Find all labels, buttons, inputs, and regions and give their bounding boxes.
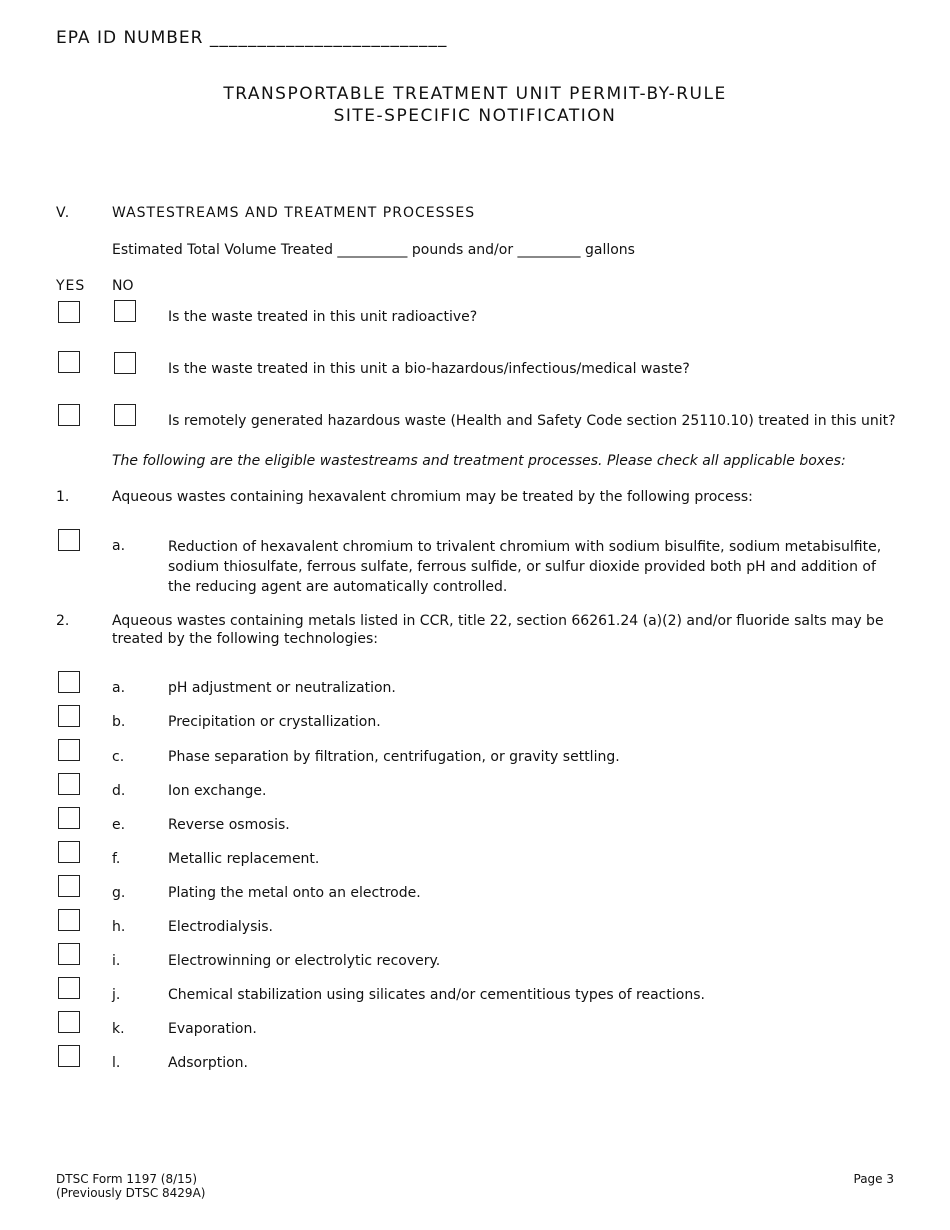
item2-i-text: Electrowinning or electrolytic recovery. (168, 953, 441, 969)
item2-b-checkbox[interactable] (58, 705, 80, 727)
form-number (56, 1172, 205, 1200)
item2-j-checkbox[interactable] (58, 977, 80, 999)
item2-c-checkbox[interactable] (58, 739, 80, 761)
item2-c-text: Phase separation by filtration, centrifugation, or gravity settling. (168, 749, 620, 765)
item2-b-letter: b. (112, 714, 126, 730)
item2-a-letter: a. (112, 680, 126, 696)
item2-h-text: Electrodialysis. (168, 919, 274, 935)
item2-f-checkbox[interactable] (58, 841, 80, 863)
biohazard-no-checkbox[interactable] (114, 352, 136, 374)
item2-a-checkbox[interactable] (58, 671, 80, 693)
item2-e-checkbox[interactable] (58, 807, 80, 829)
form-number-line1: DTSC Form 1197 (8/15) (56, 1172, 198, 1186)
item2-d-checkbox[interactable] (58, 773, 80, 795)
item2-l-text: Adsorption. (168, 1055, 248, 1071)
item1-number: 1. (56, 489, 70, 505)
item2-d-letter: d. (112, 783, 126, 799)
form-title-line1: TRANSPORTABLE TREATMENT UNIT PERMIT-BY-RULE (223, 84, 727, 104)
item2-e-letter: e. (112, 817, 126, 833)
item2-a-text: pH adjustment or neutralization. (168, 680, 396, 696)
question-biohazard: Is the waste treated in this unit a bio-hazardous/infectious/medical waste? (168, 361, 690, 377)
question-radioactive: Is the waste treated in this unit radioactive? (168, 309, 478, 325)
yes-column-label: YES (56, 278, 86, 294)
radioactive-no-checkbox[interactable] (114, 300, 136, 322)
item2-d-text: Ion exchange. (168, 783, 267, 799)
item2-e-text: Reverse osmosis. (168, 817, 290, 833)
item2-c-letter: c. (112, 749, 125, 765)
item2-f-text: Metallic replacement. (168, 851, 320, 867)
item1-text: Aqueous wastes containing hexavalent chromium may be treated by the following process: (112, 489, 753, 505)
remote-waste-yes-checkbox[interactable] (58, 404, 80, 426)
no-column-label: NO (112, 278, 134, 294)
item2-i-checkbox[interactable] (58, 943, 80, 965)
remote-waste-no-checkbox[interactable] (114, 404, 136, 426)
item2-g-letter: g. (112, 885, 126, 901)
item2-g-checkbox[interactable] (58, 875, 80, 897)
item2-b-text: Precipitation or crystallization. (168, 714, 381, 730)
item2-g-text: Plating the metal onto an electrode. (168, 885, 421, 901)
item1-a-checkbox[interactable] (58, 529, 80, 551)
item2-h-checkbox[interactable] (58, 909, 80, 931)
section-title: WASTESTREAMS AND TREATMENT PROCESSES (112, 205, 476, 221)
item2-k-text: Evaporation. (168, 1021, 257, 1037)
item2-l-letter: l. (112, 1055, 121, 1071)
volume-line: Estimated Total Volume Treated __________ pounds and/or _________ gallons (112, 242, 635, 258)
item2-f-letter: f. (112, 851, 121, 867)
item2-number: 2. (56, 613, 70, 629)
form-number-line2: (Previously DTSC 8429A) (56, 1186, 206, 1200)
item2-i-letter: i. (112, 953, 121, 969)
question-remote-waste: Is remotely generated hazardous waste (Health and Safety Code section 25110.10) treated in this unit? (168, 413, 896, 429)
item2-k-checkbox[interactable] (58, 1011, 80, 1033)
epa-id-label: EPA ID NUMBER _________________________ (56, 28, 448, 48)
item2-text: Aqueous wastes containing metals listed in CCR, title 22, section 66261.24 (a)(2) and/or fluoride salts may be treated by the following technologies: (112, 613, 884, 647)
item2-h-letter: h. (112, 919, 126, 935)
biohazard-yes-checkbox[interactable] (58, 351, 80, 373)
item2-j-text: Chemical stabilization using silicates and/or cementitious types of reactions. (168, 987, 705, 1003)
page-number: Page 3 (853, 1172, 894, 1186)
item1-a-letter: a. (112, 538, 126, 554)
item2-k-letter: k. (112, 1021, 125, 1037)
item2-l-checkbox[interactable] (58, 1045, 80, 1067)
item2-j-letter: j. (112, 987, 121, 1003)
section-number: V. (56, 205, 71, 221)
item1-a-text: Reduction of hexavalent chromium to trivalent chromium with sodium bisulfite, sodium metabisulfite, sodium thiosulfate, ferrous sulfate, ferrous sulfide, or sulfur dioxide provided both pH and addition of the reducing agent are automatically controlled. (168, 539, 882, 595)
form-title-line2: SITE-SPECIFIC NOTIFICATION (333, 106, 617, 126)
radioactive-yes-checkbox[interactable] (58, 301, 80, 323)
instruction-text: The following are the eligible wastestreams and treatment processes. Please check all applicable boxes: (112, 453, 846, 469)
